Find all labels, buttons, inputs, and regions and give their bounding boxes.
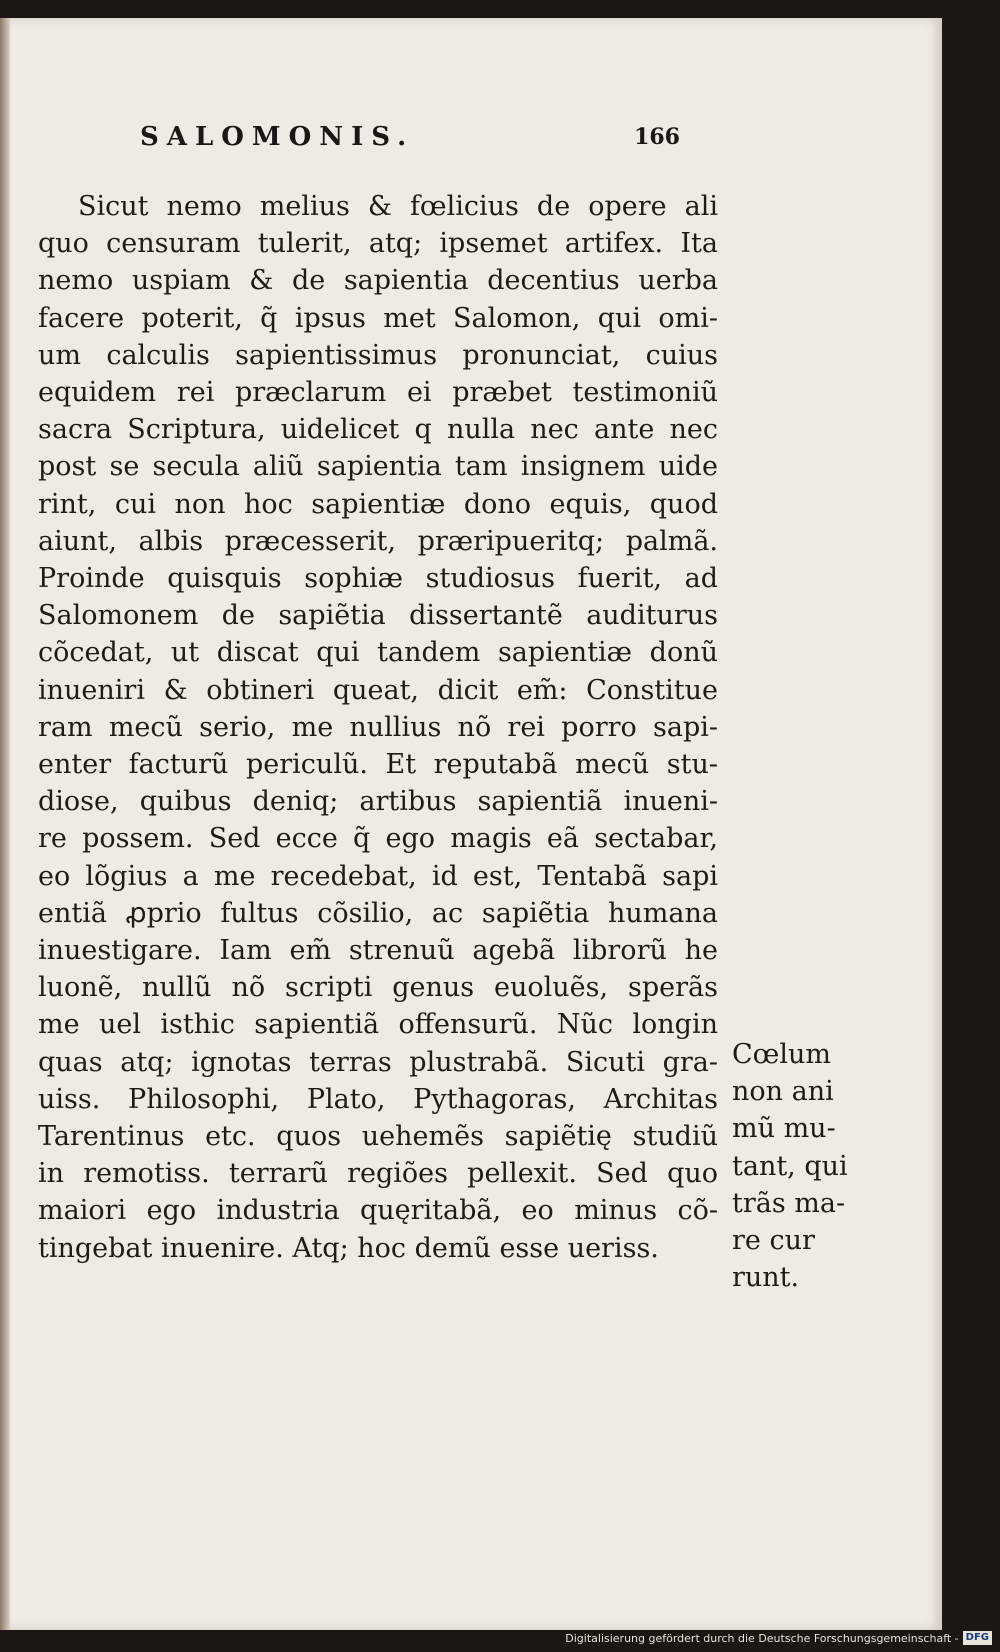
funding-credit: Digitalisierung gefördert durch die Deutsche Forschungsgemeinschaft -	[565, 1631, 959, 1645]
marginal-note-line: tant, qui	[732, 1150, 848, 1182]
text-line: um calculis sapientissimus pronunciat, cuius	[38, 339, 718, 371]
text-line: equidem rei præclarum ei præbet testimoniũ	[38, 377, 718, 409]
folio-number: 166	[634, 124, 680, 150]
running-head	[140, 122, 680, 162]
text-line: Tarentinus etc. quos uehemẽs sapiẽtię studiũ	[38, 1121, 718, 1153]
text-line: Salomonem de sapiẽtia dissertantẽ auditurus	[38, 600, 718, 632]
text-line: luonẽ, nullũ nõ scripti genus euoluẽs, sperãs	[38, 972, 718, 1004]
text-line: sacra Scriptura, uidelicet q nulla nec ante nec	[38, 414, 718, 446]
text-line: inuestigare. Iam em̃ strenuũ agebã librorũ he	[38, 935, 718, 967]
text-line: facere poterit, q̃ ipsus met Salomon, qui omi-	[38, 302, 718, 334]
text-line: me uel isthic sapientiã offensurũ. Nũc longin	[38, 1009, 718, 1041]
text-line: inueniri & obtineri queat, dicit em̃: Constitue	[38, 674, 718, 706]
text-line: entiã ꝓprio fultus cõsilio, ac sapiẽtia humana	[38, 897, 718, 929]
text-line: cõcedat, ut discat qui tandem sapientiæ donũ	[38, 637, 718, 669]
marginal-note-line: mũ mu-	[732, 1113, 836, 1145]
marginal-note-line: trãs ma-	[732, 1187, 846, 1219]
text-line: quas atq; ignotas terras plustrabã. Sicuti gra-	[38, 1046, 718, 1078]
text-line: nemo uspiam & de sapientia decentius uerba	[38, 265, 718, 297]
text-line: ram mecũ serio, me nullius nõ rei porro sapi-	[38, 711, 718, 743]
text-line: quo censuram tulerit, atq; ipsemet artifex. Ita	[38, 228, 718, 260]
digitization-footer	[565, 1630, 992, 1646]
text-line: post se secula aliũ sapientia tam insignem uide	[38, 451, 718, 483]
text-line: enter facturũ periculũ. Et reputabã mecũ stu-	[38, 749, 718, 781]
marginal-note-line: Cœlum	[732, 1039, 831, 1070]
main-text-block	[38, 188, 718, 1267]
page-gutter-edge	[0, 18, 10, 1630]
text-line: Sicut nemo melius & fœlicius de opere ali	[78, 191, 718, 222]
marginal-note	[732, 1036, 872, 1296]
text-line: eo lõgius a me recedebat, id est, Tentabã sapi	[38, 860, 718, 892]
marginal-note-line: runt.	[732, 1262, 800, 1294]
text-line: in remotiss. terrarũ regiões pellexit. Sed quo	[38, 1158, 718, 1190]
text-line: Proinde quisquis sophiæ studiosus fuerit, ad	[38, 563, 718, 595]
text-line: aiunt, albis præcesserit, præripueritq; palmã.	[38, 525, 718, 557]
text-line: maiori ego industria quęritabã, eo minus cõ-	[38, 1195, 718, 1227]
book-page	[0, 18, 942, 1630]
marginal-note-line: non ani	[732, 1076, 834, 1108]
text-line: tingebat inuenire. Atq; hoc demũ esse ueriss.	[38, 1232, 659, 1264]
text-line: rint, cui non hoc sapientiæ dono equis, quod	[38, 488, 718, 520]
text-line: diose, quibus deniq; artibus sapientiã inueni-	[38, 786, 718, 818]
dfg-logo-icon: DFG	[963, 1631, 992, 1645]
text-line: re possem. Sed ecce q̃ ego magis eã sectabar,	[38, 823, 718, 855]
text-line: uiss. Philosophi, Plato, Pythagoras, Architas	[38, 1083, 718, 1115]
marginal-note-line: re cur	[732, 1225, 815, 1257]
running-title: SALOMONIS.	[140, 122, 415, 152]
